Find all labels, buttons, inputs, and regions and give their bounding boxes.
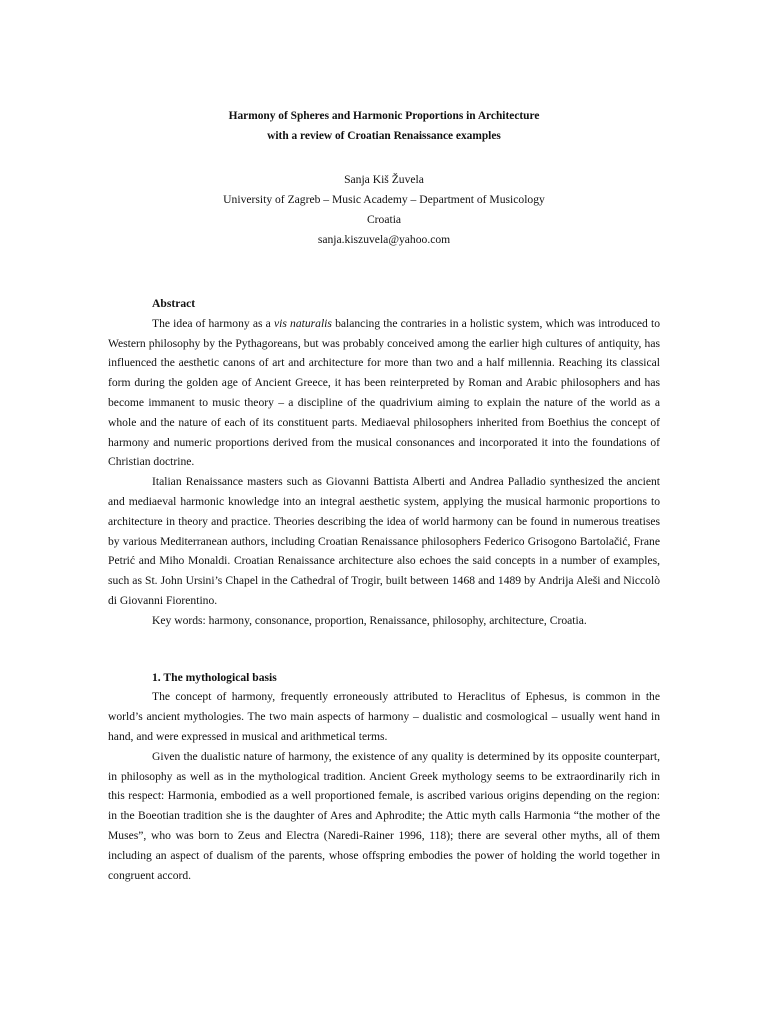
abstract-p1-start: The idea of harmony as a: [152, 316, 274, 330]
title-line-1: Harmony of Spheres and Harmonic Proportions in Architecture: [228, 110, 540, 122]
section-1-paragraph-1: The concept of harmony, frequently erroneously attributed to Heraclitus of Ephesus, is common in the world’s ancient mythologies. The two main aspects of harmony – dualistic and cosmological – usually went hand in hand, and were expressed in musical and arithmetical terms.: [108, 690, 660, 743]
abstract-heading: Abstract: [152, 297, 196, 310]
paper-title: [108, 106, 660, 146]
section-1-heading: 1. The mythological basis: [152, 670, 277, 684]
section-1-paragraph-2: Given the dualistic nature of harmony, the existence of any quality is determined by its opposite counterpart, in philosophy as well as in the mythological tradition. Ancient Greek mythology seems to be extraordinarily rich in this respect: Harmonia, embodied as a well proportioned female, is ascribed various origins depending on the region: in the Boeotian tradition she is the daughter of Ares and Aphrodite; the Attic myth calls Harmonia “the mother of the Muses”, who was born to Zeus and Electra (Naredi-Rainer 1996, 118); there are several other myths, all of them including an aspect of dualism of the parents, whose offspring embodies the power of holding the world together in congruent accord.: [108, 749, 660, 882]
author-affiliation: University of Zagreb – Music Academy – Department of Musicology: [223, 193, 545, 206]
author-block: [108, 170, 660, 250]
keywords: Key words: harmony, consonance, proportion, Renaissance, philosophy, architecture, Croatia.: [152, 613, 587, 627]
title-line-2: with a review of Croatian Renaissance examples: [267, 130, 501, 142]
abstract-paragraph-1: [108, 314, 660, 472]
document-page: [108, 106, 660, 885]
abstract-p1-italic: vis naturalis: [273, 316, 332, 330]
abstract-p1-rest: balancing the contraries in a holistic system, which was introduced to Western philosophy by the Pythagoreans, but was probably conceived among the earlier high cultures of antiquity, has influenced the aesthetic canons of art and architecture for more than two and a half millennia. Reaching its classical form during the golden age of Ancient Greece, it has been reinterpreted by Roman and Arabic philosophers and has become immanent to music theory – a discipline of the quadrivium aiming to explain the nature of the world as a whole and the nature of each of its constituent parts. Mediaeval philosophers inherited from Boethius the concept of harmony and numeric proportions derived from the musical consonances and incorporated it into the foundations of Christian doctrine.: [108, 316, 660, 469]
author-email: sanja.kiszuvela@yahoo.com: [317, 233, 451, 246]
author-name: Sanja Kiš Žuvela: [344, 173, 424, 186]
author-country: Croatia: [366, 213, 402, 226]
abstract-paragraph-2: Italian Renaissance masters such as Giovanni Battista Alberti and Andrea Palladio synthesized the ancient and mediaeval harmonic knowledge into an integral aesthetic system, applying the musical harmonic proportions to architecture in theory and practice. Theories describing the idea of world harmony can be found in numerous treatises by various Mediterranean authors, including Croatian Renaissance philosophers Federico Grisogono Bartolačić, Frane Petrić and Miho Monaldi. Croatian Renaissance architecture also echoes the said concepts in a number of examples, such as St. John Ursini’s Chapel in the Cathedral of Trogir, built between 1468 and 1489 by Andrija Aleši and Niccolò di Giovanni Fiorentino.: [108, 475, 660, 607]
